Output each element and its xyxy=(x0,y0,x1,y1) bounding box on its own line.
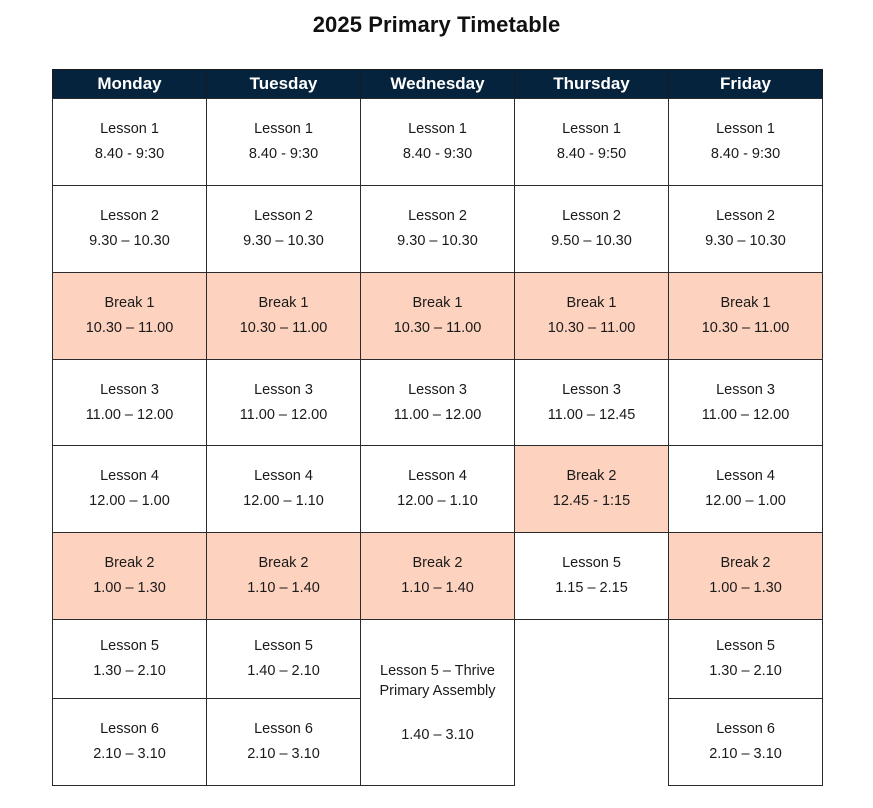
cell-label: Lesson 4 xyxy=(100,468,159,484)
cell-time: 11.00 – 12.00 xyxy=(85,406,174,423)
header-monday: Monday xyxy=(52,69,207,99)
timetable-cell-wednesday-6 xyxy=(360,532,515,620)
cell-label: Lesson 2 xyxy=(716,208,775,224)
cell-time: 12.00 – 1.00 xyxy=(89,493,170,509)
cell-time: 2.10 – 3.10 xyxy=(709,746,782,762)
cell-label: Lesson 6 xyxy=(254,721,313,737)
cell-time: 10.30 – 11.00 xyxy=(547,320,636,336)
cell-time: 10.30 – 11.00 xyxy=(85,320,174,336)
cell-time: 9.30 – 10.30 xyxy=(243,233,324,249)
timetable-cell-thursday-4 xyxy=(514,359,669,446)
cell-label: Break 1 xyxy=(258,295,309,311)
cell-time: 1.30 – 2.10 xyxy=(709,663,782,679)
timetable-cell-tuesday-5 xyxy=(206,445,361,533)
header-wednesday: Wednesday xyxy=(360,69,515,99)
cell-label: Lesson 3 xyxy=(408,381,467,398)
cell-time: 1.10 – 1.40 xyxy=(401,580,474,596)
timetable-cell-monday-7 xyxy=(52,619,207,699)
timetable-cell-tuesday-3 xyxy=(206,272,361,360)
cell-time: 1.15 – 2.15 xyxy=(555,580,628,596)
cell-time: 1.40 – 3.10 xyxy=(401,726,474,743)
cell-time: 1.00 – 1.30 xyxy=(93,580,166,596)
timetable-cell-monday-4 xyxy=(52,359,207,446)
timetable-cell-thursday-2 xyxy=(514,185,669,273)
cell-label: Lesson 4 xyxy=(408,468,467,484)
cell-label-line1: Lesson 5 – Thrive xyxy=(380,662,495,679)
timetable-cell-tuesday-4 xyxy=(206,359,361,446)
cell-label: Lesson 2 xyxy=(254,208,313,224)
timetable-cell-wednesday-7 xyxy=(360,619,515,786)
cell-time: 8.40 - 9:50 xyxy=(556,146,627,162)
timetable-cell-wednesday-5 xyxy=(360,445,515,533)
cell-label: Lesson 4 xyxy=(254,468,313,484)
timetable-cell-friday-6 xyxy=(668,532,823,620)
cell-time: 9.50 – 10.30 xyxy=(551,233,632,249)
cell-label: Lesson 5 xyxy=(716,638,775,654)
cell-time: 9.30 – 10.30 xyxy=(397,233,478,249)
timetable-cell-monday-8 xyxy=(52,698,207,786)
cell-label: Break 2 xyxy=(412,555,463,571)
timetable-cell-wednesday-4 xyxy=(360,359,515,446)
cell-label: Lesson 3 xyxy=(100,381,159,398)
cell-label: Lesson 3 xyxy=(254,381,313,398)
cell-label: Break 1 xyxy=(720,295,771,311)
cell-label: Lesson 5 xyxy=(562,555,621,571)
timetable-cell-monday-3 xyxy=(52,272,207,360)
cell-time: 8.40 - 9:30 xyxy=(248,146,319,162)
cell-time: 12.45 - 1:15 xyxy=(552,493,631,509)
timetable-cell-monday-1 xyxy=(52,98,207,186)
cell-time: 12.00 – 1.00 xyxy=(705,493,786,509)
cell-time: 2.10 – 3.10 xyxy=(93,746,166,762)
timetable-cell-friday-1 xyxy=(668,98,823,186)
cell-time: 1.40 – 2.10 xyxy=(247,663,320,679)
cell-label: Lesson 6 xyxy=(100,721,159,737)
timetable-cell-monday-2 xyxy=(52,185,207,273)
timetable-cell-wednesday-3 xyxy=(360,272,515,360)
header-thursday: Thursday xyxy=(514,69,669,99)
cell-label: Break 1 xyxy=(412,295,463,311)
timetable-cell-thursday-6 xyxy=(514,532,669,620)
timetable-cell-tuesday-2 xyxy=(206,185,361,273)
cell-label: Lesson 5 xyxy=(100,638,159,654)
cell-time: 8.40 - 9:30 xyxy=(94,146,165,162)
timetable-cell-wednesday-1 xyxy=(360,98,515,186)
header-friday: Friday xyxy=(668,69,823,99)
cell-time: 8.40 - 9:30 xyxy=(710,146,781,162)
cell-label: Lesson 1 xyxy=(254,121,313,137)
timetable-cell-friday-3 xyxy=(668,272,823,360)
header-tuesday: Tuesday xyxy=(206,69,361,99)
cell-label: Lesson 1 xyxy=(562,121,621,137)
cell-time: 11.00 – 12.00 xyxy=(393,406,482,423)
cell-time: 10.30 – 11.00 xyxy=(239,320,328,336)
cell-time: 8.40 - 9:30 xyxy=(402,146,473,162)
timetable-cell-tuesday-6 xyxy=(206,532,361,620)
timetable-cell-tuesday-1 xyxy=(206,98,361,186)
cell-label: Break 2 xyxy=(566,468,617,484)
cell-label: Break 1 xyxy=(104,295,155,311)
cell-time: 11.00 – 12.45 xyxy=(547,406,636,423)
timetable-cell-friday-4 xyxy=(668,359,823,446)
cell-label: Lesson 4 xyxy=(716,468,775,484)
cell-time: 12.00 – 1.10 xyxy=(397,493,478,509)
cell-label: Lesson 3 xyxy=(716,381,775,398)
cell-time: 9.30 – 10.30 xyxy=(705,233,786,249)
cell-label: Lesson 2 xyxy=(562,208,621,224)
timetable-cell-monday-6 xyxy=(52,532,207,620)
cell-time: 10.30 – 11.00 xyxy=(393,320,482,336)
cell-time: 9.30 – 10.30 xyxy=(89,233,170,249)
cell-time: 1.30 – 2.10 xyxy=(93,663,166,679)
cell-time: 12.00 – 1.10 xyxy=(243,493,324,509)
timetable-cell-friday-8 xyxy=(668,698,823,786)
cell-label: Lesson 1 xyxy=(100,121,159,137)
cell-label: Lesson 5 xyxy=(254,638,313,654)
cell-label: Lesson 3 xyxy=(562,381,621,398)
timetable-cell-friday-7 xyxy=(668,619,823,699)
cell-time: 11.00 – 12.00 xyxy=(701,406,790,423)
timetable-cell-wednesday-2 xyxy=(360,185,515,273)
cell-label: Lesson 2 xyxy=(100,208,159,224)
cell-label: Lesson 1 xyxy=(408,121,467,137)
timetable-cell-thursday-5 xyxy=(514,445,669,533)
page-title: 2025 Primary Timetable xyxy=(312,12,561,37)
cell-time: 10.30 – 11.00 xyxy=(701,320,790,336)
cell-time: 2.10 – 3.10 xyxy=(247,746,320,762)
timetable-cell-friday-2 xyxy=(668,185,823,273)
timetable-cell-thursday-1 xyxy=(514,98,669,186)
cell-time: 1.00 – 1.30 xyxy=(709,580,782,596)
cell-time: 11.00 – 12.00 xyxy=(239,406,328,423)
cell-label: Break 2 xyxy=(720,555,771,571)
cell-label: Lesson 2 xyxy=(408,208,467,224)
timetable-cell-tuesday-8 xyxy=(206,698,361,786)
timetable-cell-monday-5 xyxy=(52,445,207,533)
cell-label-line2: Primary Assembly xyxy=(379,682,496,699)
cell-label: Lesson 1 xyxy=(716,121,775,137)
cell-label: Break 2 xyxy=(104,555,155,571)
timetable-cell-tuesday-7 xyxy=(206,619,361,699)
timetable-cell-thursday-3 xyxy=(514,272,669,360)
timetable-cell-friday-5 xyxy=(668,445,823,533)
cell-label: Break 1 xyxy=(566,295,617,311)
cell-time: 1.10 – 1.40 xyxy=(247,580,320,596)
cell-label: Break 2 xyxy=(258,555,309,571)
cell-label: Lesson 6 xyxy=(716,721,775,737)
